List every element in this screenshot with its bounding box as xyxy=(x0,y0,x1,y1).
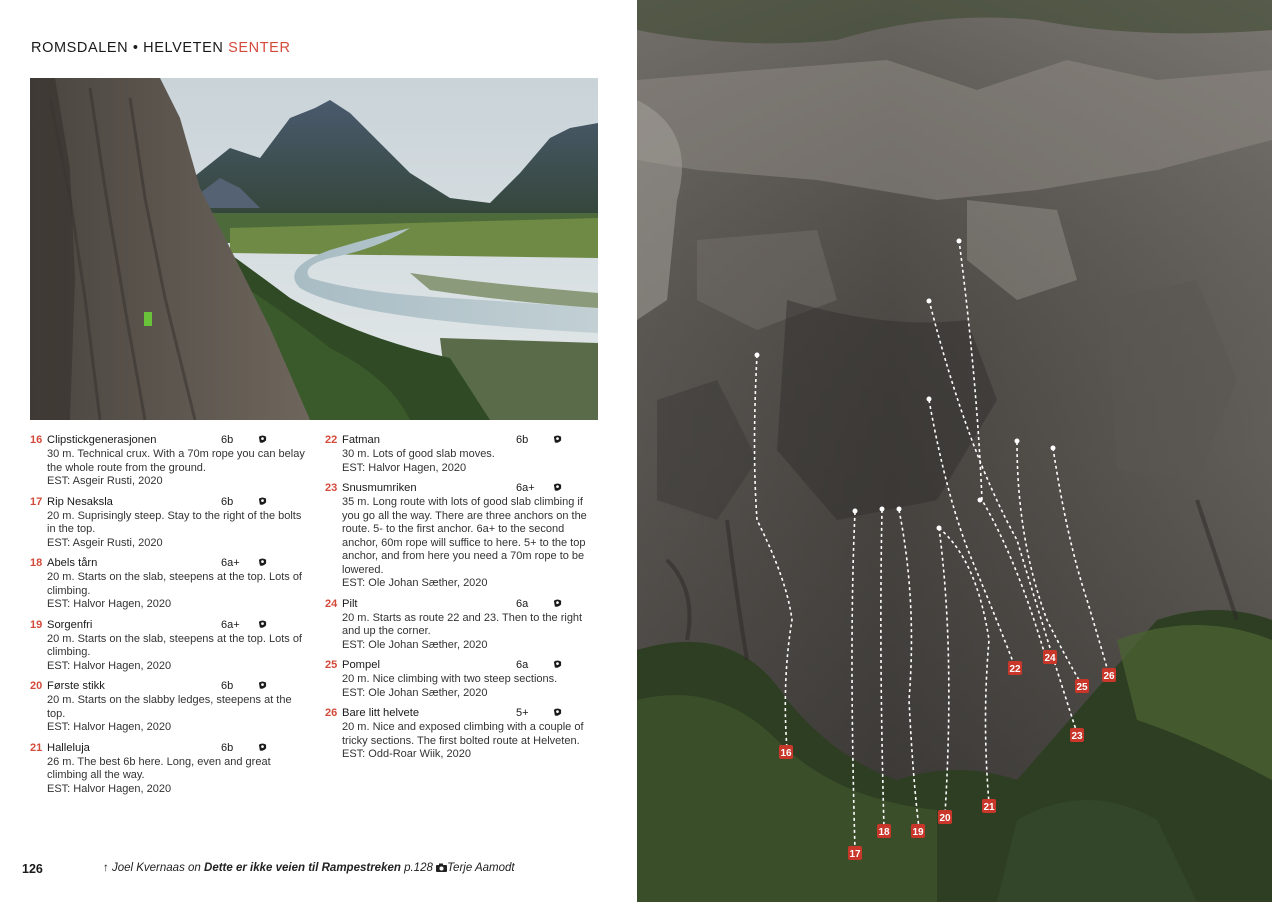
route-description: 20 m. Nice climbing with two steep sections. xyxy=(342,673,558,685)
route-name: Rip Nesaksla xyxy=(47,495,113,508)
svg-text:18: 18 xyxy=(878,827,890,838)
route-marker-26 xyxy=(1102,668,1116,682)
route-description: 20 m. Starts as route 22 and 23. Then to the right and up the corner. xyxy=(342,611,583,637)
route-first-ascent: EST: Odd-Roar Wiik, 2020 xyxy=(342,748,471,760)
caption-route-name: Dette er ikke veien til Rampestreken xyxy=(204,862,401,874)
route-name: Første stikk xyxy=(47,680,105,692)
bolt-hanger-icon xyxy=(258,558,267,567)
svg-text:23: 23 xyxy=(1071,731,1083,742)
route-description: 20 m. Starts on the slab, steepens at the top. Lots of climbing. xyxy=(47,571,302,597)
anchor-20 xyxy=(937,526,942,531)
bolt-hanger-icon xyxy=(553,660,562,669)
route-entry xyxy=(30,619,305,674)
route-grade: 6a xyxy=(516,597,529,610)
route-entry xyxy=(325,434,600,475)
caption-page-ref: p.128 xyxy=(404,862,433,874)
svg-text:25: 25 xyxy=(1076,682,1088,693)
route-grade: 6a xyxy=(516,659,529,671)
bolt-hanger-icon xyxy=(258,620,267,629)
route-grade: 6b xyxy=(221,741,234,754)
route-description: 30 m. Lots of good slab moves. xyxy=(342,448,495,460)
bolt-hanger-icon xyxy=(553,483,562,492)
valley-landscape-image xyxy=(30,78,598,420)
route-grade: 6b xyxy=(516,434,529,446)
route-name: Clipstickgenerasjonen xyxy=(47,434,157,446)
route-number: 18 xyxy=(30,557,43,569)
route-name: Sorgenfri xyxy=(47,618,93,631)
anchor-17 xyxy=(853,509,858,514)
topo-photo-page xyxy=(637,0,1272,902)
route-grade: 5+ xyxy=(516,707,529,719)
page-number: 126 xyxy=(22,862,43,876)
route-number: 20 xyxy=(30,680,43,692)
anchor-23 xyxy=(927,299,932,304)
route-first-ascent: EST: Halvor Hagen, 2020 xyxy=(47,721,172,733)
svg-text:19: 19 xyxy=(912,827,924,838)
crag-topo-image xyxy=(637,0,1272,902)
route-marker-19 xyxy=(911,824,925,838)
route-entry xyxy=(325,482,600,591)
route-description: 30 m. Technical crux. With a 70m rope you can belay the whole route from the ground. xyxy=(47,448,305,474)
svg-text:22: 22 xyxy=(1009,664,1021,675)
route-marker-23 xyxy=(1070,728,1084,742)
bolt-hanger-icon xyxy=(553,599,562,608)
route-grade: 6a+ xyxy=(516,482,535,494)
route-grade: 6b xyxy=(221,680,234,692)
area-title: ROMSDALEN • HELVETEN xyxy=(31,40,224,56)
bolt-hanger-icon xyxy=(258,497,267,506)
anchor-24b xyxy=(978,498,983,503)
bolt-hanger-icon xyxy=(553,708,562,717)
caption-prefix: ↑ Joel Kvernaas on xyxy=(103,862,201,874)
route-number: 17 xyxy=(30,495,43,508)
route-list-left xyxy=(30,434,305,803)
anchor-26 xyxy=(1051,446,1056,451)
route-first-ascent: EST: Asgeir Rusti, 2020 xyxy=(47,475,163,487)
route-grade: 6a+ xyxy=(221,618,240,631)
bolt-hanger-icon xyxy=(258,681,267,690)
route-entry xyxy=(30,557,305,612)
route-marker-20 xyxy=(938,810,952,824)
route-first-ascent: EST: Asgeir Rusti, 2020 xyxy=(47,536,163,549)
route-marker-22 xyxy=(1008,661,1022,675)
route-entry xyxy=(30,680,305,735)
anchor-16 xyxy=(755,353,760,358)
route-first-ascent: EST: Halvor Hagen, 2020 xyxy=(47,782,172,795)
route-first-ascent: EST: Ole Johan Sæther, 2020 xyxy=(342,638,488,651)
bolt-hanger-icon xyxy=(553,435,562,444)
route-marker-17 xyxy=(848,846,862,860)
svg-text:24: 24 xyxy=(1044,653,1056,664)
route-name: Pompel xyxy=(342,659,380,671)
camera-icon xyxy=(436,863,447,872)
bolt-hanger-icon xyxy=(258,435,267,444)
route-entry xyxy=(325,598,600,653)
route-first-ascent: EST: Halvor Hagen, 2020 xyxy=(342,461,467,474)
route-name: Halleluja xyxy=(47,741,90,754)
sector-title: SENTER xyxy=(228,40,291,56)
route-number: 25 xyxy=(325,659,338,671)
route-grade: 6b xyxy=(221,495,234,508)
route-number: 26 xyxy=(325,707,338,719)
route-description: 20 m. Starts on the slabby ledges, steepens at the top. xyxy=(47,694,292,720)
route-first-ascent: EST: Ole Johan Sæther, 2020 xyxy=(342,686,488,699)
route-description: 20 m. Nice and exposed climbing with a couple of tricky sections. The first bolted route at Helveten. xyxy=(342,721,584,747)
route-number: 21 xyxy=(30,741,43,754)
route-marker-16 xyxy=(779,745,793,759)
route-name: Bare litt helvete xyxy=(342,707,420,719)
svg-text:17: 17 xyxy=(849,849,861,860)
route-entry xyxy=(30,496,305,551)
anchor-18 xyxy=(880,507,885,512)
svg-text:20: 20 xyxy=(939,813,951,824)
route-description: 26 m. The best 6b here. Long, even and great climbing all the way. xyxy=(47,755,271,781)
route-list-right xyxy=(325,434,600,769)
anchor-22 xyxy=(927,397,932,402)
route-description: 20 m. Starts on the slab, steepens at the top. Lots of climbing. xyxy=(47,632,302,658)
route-name: Fatman xyxy=(342,434,380,446)
photo-caption xyxy=(103,862,515,874)
bolt-hanger-icon xyxy=(258,743,267,752)
route-first-ascent: EST: Ole Johan Sæther, 2020 xyxy=(342,577,488,589)
route-number: 24 xyxy=(325,597,338,610)
route-marker-24 xyxy=(1043,650,1057,664)
route-number: 19 xyxy=(30,618,43,631)
route-marker-25 xyxy=(1075,679,1089,693)
route-description: 35 m. Long route with lots of good slab climbing if you go all the way. There are three anchors on the route. 5- to the first anchor. 6a+ to the second anchor, 60m rope will suffice to here. 5+ to the top anchor, and from here you need a 70m rope to be lowered. xyxy=(342,496,587,576)
route-number: 16 xyxy=(30,434,43,446)
route-marker-21 xyxy=(982,799,996,813)
route-description: 20 m. Suprisingly steep. Stay to the right of the bolts in the top. xyxy=(47,509,302,535)
svg-text:21: 21 xyxy=(983,802,995,813)
route-entry xyxy=(325,659,600,700)
anchor-24 xyxy=(957,239,962,244)
route-first-ascent: EST: Halvor Hagen, 2020 xyxy=(47,659,172,672)
page-header xyxy=(31,40,291,56)
route-number: 22 xyxy=(325,434,338,446)
route-marker-18 xyxy=(877,824,891,838)
svg-text:16: 16 xyxy=(780,748,792,759)
photographer-name: Terje Aamodt xyxy=(447,862,515,874)
route-number: 23 xyxy=(325,482,338,494)
anchor-19 xyxy=(897,507,902,512)
route-name: Snusmumriken xyxy=(342,482,417,494)
route-name: Pilt xyxy=(342,597,358,610)
route-entry xyxy=(30,742,305,797)
valley-photo xyxy=(30,78,598,420)
route-grade: 6b xyxy=(221,434,234,446)
anchor-25 xyxy=(1015,439,1020,444)
route-entry xyxy=(30,434,305,489)
route-entry xyxy=(325,707,600,762)
route-first-ascent: EST: Halvor Hagen, 2020 xyxy=(47,598,172,610)
route-grade: 6a+ xyxy=(221,557,240,569)
route-name: Abels tårn xyxy=(47,557,98,569)
svg-text:26: 26 xyxy=(1103,671,1115,682)
